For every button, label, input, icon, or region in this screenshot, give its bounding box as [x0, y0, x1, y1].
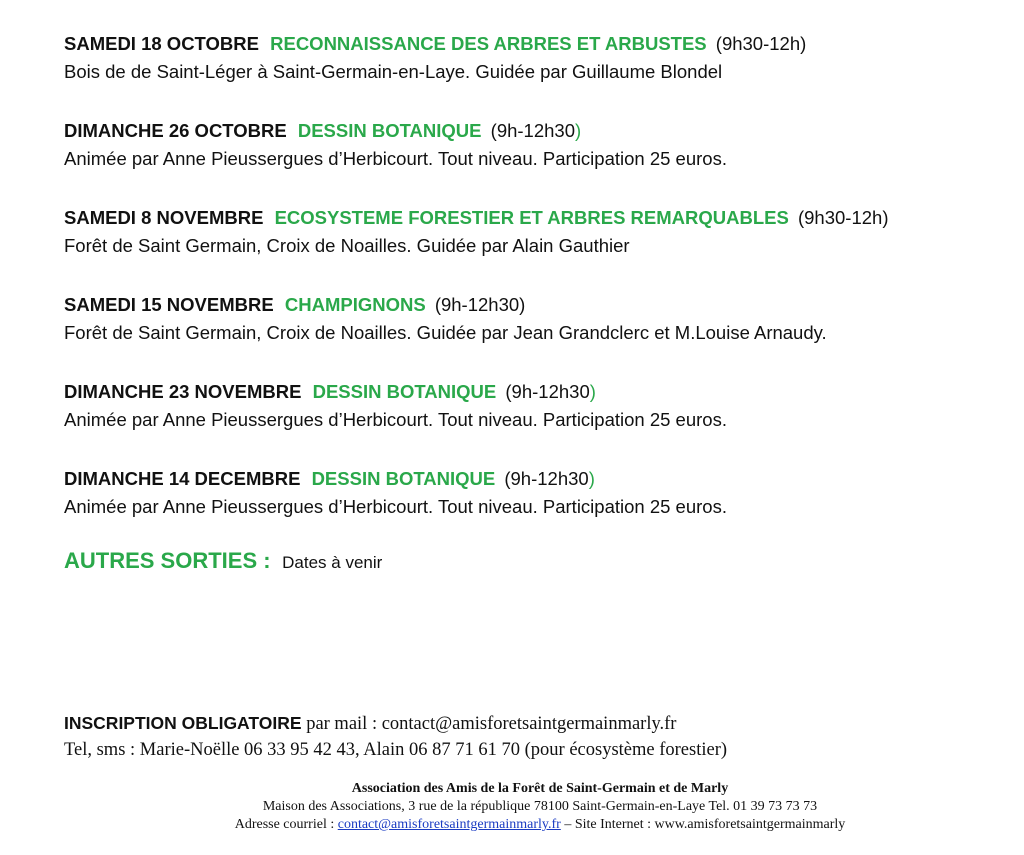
footer: [0, 780, 1024, 834]
event-date: DIMANCHE 14 DECEMBRE: [64, 468, 301, 489]
event-detail: Forêt de Saint Germain, Croix de Noailles. Guidée par Alain Gauthier: [64, 235, 630, 256]
event-hours-text: (9h-12h30: [490, 120, 575, 141]
event-title: RECONNAISSANCE DES ARBRES ET ARBUSTES: [270, 33, 707, 54]
event-hours: [491, 120, 582, 141]
footer-organization: Association des Amis de la Forêt de Saint-Germain et de Marly: [351, 781, 729, 796]
footer-address: Maison des Associations, 3 rue de la république 78100 Saint-Germain-en-Laye Tel. 01 39 73 73 73: [262, 799, 818, 814]
event-date: DIMANCHE 26 OCTOBRE: [64, 120, 287, 141]
event-date: SAMEDI 15 NOVEMBRE: [64, 294, 274, 315]
registration-phone: Tel, sms : Marie-Noëlle 06 33 95 42 43, Alain 06 87 71 61 70 (pour écosystème forestier): [64, 740, 728, 760]
event-title: DESSIN BOTANIQUE: [312, 381, 497, 402]
event-heading: [64, 378, 1014, 406]
event-detail: Bois de de Saint-Léger à Saint-Germain-en-Laye. Guidée par Guillaume Blondel: [64, 61, 723, 82]
registration-label: INSCRIPTION OBLIGATOIRE: [64, 713, 302, 733]
event-hours-close: ): [588, 468, 595, 489]
event-heading: [64, 291, 1014, 319]
event-hours-text: (9h-12h30: [505, 381, 590, 402]
footer-email-prefix: Adresse courriel :: [234, 817, 338, 832]
event-date: SAMEDI 8 NOVEMBRE: [64, 207, 264, 228]
event-heading: [64, 117, 1014, 145]
event-hours-text: (9h-12h30: [504, 468, 589, 489]
event-title: DESSIN BOTANIQUE: [297, 120, 482, 141]
footer-site: – Site Internet : www.amisforetsaintgermainmarly: [560, 817, 846, 832]
event-hours-close: ): [575, 120, 582, 141]
event-item: [64, 117, 1014, 173]
event-heading: [64, 465, 1014, 493]
event-item: [64, 378, 1014, 434]
event-item: [64, 30, 1014, 86]
event-heading: [64, 204, 1014, 232]
event-hours: [505, 381, 596, 402]
event-heading: [64, 30, 1014, 58]
event-detail: Animée par Anne Pieussergues d’Herbicourt. Tout niveau. Participation 25 euros.: [64, 496, 727, 517]
event-detail: Forêt de Saint Germain, Croix de Noailles. Guidée par Jean Grandclerc et M.Louise Arnaudy.: [64, 322, 827, 343]
event-hours: (9h30-12h): [797, 207, 889, 228]
event-detail: Animée par Anne Pieussergues d’Herbicourt. Tout niveau. Participation 25 euros.: [64, 409, 727, 430]
event-item: [64, 291, 1014, 347]
footer-email-link[interactable]: contact@amisforetsaintgermainmarly.fr: [337, 817, 561, 832]
other-outings: [64, 548, 1014, 574]
event-detail: Animée par Anne Pieussergues d’Herbicourt. Tout niveau. Participation 25 euros.: [64, 148, 727, 169]
event-item: [64, 204, 1014, 260]
registration-info: [64, 710, 1014, 763]
event-item: [64, 465, 1014, 521]
event-title: CHAMPIGNONS: [284, 294, 426, 315]
event-hours: [504, 468, 595, 489]
event-title: DESSIN BOTANIQUE: [311, 468, 496, 489]
event-hours: (9h-12h30): [434, 294, 526, 315]
registration-mail: par mail : contact@amisforetsaintgermainmarly.fr: [301, 714, 677, 734]
footer-contact: [0, 816, 1024, 834]
events-list: [64, 30, 1014, 574]
event-date: SAMEDI 18 OCTOBRE: [64, 33, 259, 54]
event-date: DIMANCHE 23 NOVEMBRE: [64, 381, 302, 402]
other-outings-label: AUTRES SORTIES :: [64, 548, 271, 573]
event-hours: (9h30-12h): [715, 33, 807, 54]
event-hours-close: ): [589, 381, 596, 402]
registration-line-1: [64, 710, 1014, 737]
event-title: ECOSYSTEME FORESTIER ET ARBRES REMARQUABLES: [274, 207, 789, 228]
other-outings-value: Dates à venir: [282, 553, 383, 572]
